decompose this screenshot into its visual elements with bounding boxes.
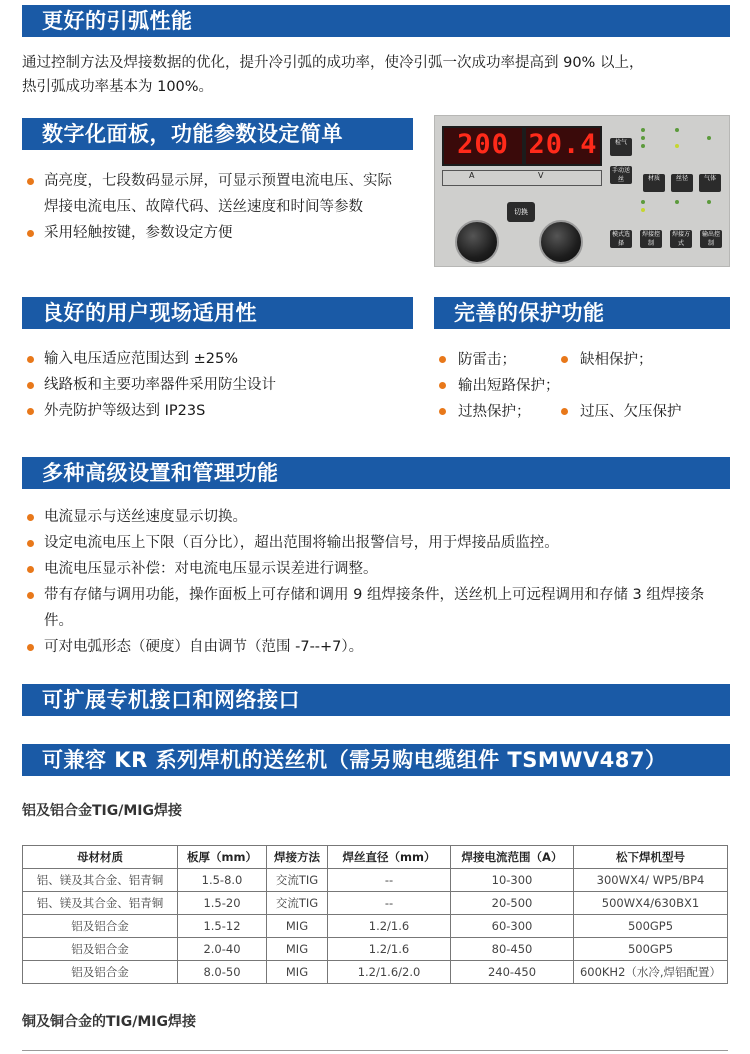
col-header: 母材材质 [23, 846, 178, 869]
overheat-protection: 过热保护； [458, 404, 531, 420]
table-cell: 铝、镁及其合金、铝青铜 [23, 892, 178, 915]
table-row [23, 869, 728, 892]
wire-diameter-label: 丝径 [675, 175, 688, 182]
indicator-led [675, 144, 679, 148]
table-cell: 铝及铝合金 [23, 915, 178, 938]
table-cell: 1.5-20 [178, 892, 267, 915]
advanced-settings-list [22, 504, 732, 660]
display-label-strip [442, 170, 602, 186]
copper-section-title: 铜及铜合金的TIG/MIG焊接 [22, 1014, 196, 1030]
weld-control-button[interactable] [640, 230, 662, 248]
material-label: 材质 [647, 175, 660, 182]
table-cell: 1.2/1.6 [328, 938, 451, 961]
table-cell: 1.5-12 [178, 915, 267, 938]
banner-protection [434, 297, 730, 329]
col-header: 焊接方法 [267, 846, 328, 869]
table-cell: 80-450 [451, 938, 574, 961]
indicator-led [707, 200, 711, 204]
table-cell: 600KH2（水冷,焊铝配置） [574, 961, 728, 984]
table-title: 铝及铝合金TIG/MIG焊接 [22, 803, 182, 819]
table-cell: MIG [267, 915, 328, 938]
table-cell: 500WX4/630BX1 [574, 892, 728, 915]
bullet-icon [439, 356, 446, 363]
bullet-icon [439, 382, 446, 389]
indicator-led [675, 200, 679, 204]
voltage-protection: 过压、欠压保护 [580, 404, 682, 420]
table-cell: 1.2/1.6 [328, 915, 451, 938]
weld-control-label: 焊接控制 [641, 231, 660, 247]
table-row [23, 915, 728, 938]
current-knob[interactable] [455, 220, 499, 264]
list-item: 电流电压显示补偿：对电流电压显示误差进行调整。 [22, 556, 732, 582]
banner-title: 数字化面板，功能参数设定简单 [42, 122, 343, 146]
table-cell: 8.0-50 [178, 961, 267, 984]
banner-wire-feeder [22, 744, 730, 776]
ampere-label: A [469, 171, 475, 180]
list-item: 输入电压适应范围达到 ±25% [22, 346, 412, 372]
list-item: 高亮度，七段数码显示屏，可显示预置电流电压、实际焊接电流电压、故障代码、送丝速度和时间等参数 [22, 168, 394, 220]
table-cell: -- [328, 869, 451, 892]
table-cell: 2.0-40 [178, 938, 267, 961]
table-cell: 60-300 [451, 915, 574, 938]
banner-field-adaptability [22, 297, 413, 329]
banner-arc-starting [22, 5, 730, 37]
indicator-led [641, 208, 645, 212]
bullet-icon [439, 408, 446, 415]
indicator-led [641, 128, 645, 132]
table-header-row [23, 846, 728, 869]
indicator-led [641, 136, 645, 140]
gas-label: 气体 [703, 175, 716, 182]
table-cell: -- [328, 892, 451, 915]
output-control-label: 输出控制 [701, 231, 720, 247]
banner-title: 良好的用户现场适用性 [42, 301, 257, 325]
current-display: 200 [442, 126, 524, 166]
table-cell: 1.5-8.0 [178, 869, 267, 892]
manual-feed-button[interactable] [610, 166, 632, 184]
bullet-icon [561, 356, 568, 363]
banner-advanced-settings [22, 457, 730, 489]
mode-select-label: 模式选择 [611, 231, 630, 247]
table-cell: MIG [267, 938, 328, 961]
table-cell: 交流TIG [267, 892, 328, 915]
table-cell: 铝及铝合金 [23, 961, 178, 984]
switch-button[interactable] [507, 202, 535, 222]
table-cell: 10-300 [451, 869, 574, 892]
arc-starting-description [22, 51, 732, 99]
check-gas-button[interactable] [610, 138, 632, 156]
list-item: 线路板和主要功率器件采用防尘设计 [22, 372, 412, 398]
col-header: 板厚（mm） [178, 846, 267, 869]
banner-title: 可扩展专机接口和网络接口 [42, 688, 300, 712]
aluminum-welding-table [22, 845, 728, 984]
banner-title: 更好的引弧性能 [42, 9, 193, 33]
voltage-knob[interactable] [539, 220, 583, 264]
table-cell: 500GP5 [574, 915, 728, 938]
output-control-button[interactable] [700, 230, 722, 248]
table-cell: 20-500 [451, 892, 574, 915]
volt-label: V [538, 171, 544, 180]
arc-line-1: 通过控制方法及焊接数据的优化，提升冷引弧的成功率，使冷引弧一次成功率提高到 90% 以上， [22, 55, 644, 71]
weld-method-button[interactable] [670, 230, 692, 248]
list-item: 设定电流电压上下限（百分比），超出范围将输出报警信号，用于焊接品质监控。 [22, 530, 732, 556]
check-gas-label: 检气 [614, 139, 627, 146]
gas-button[interactable] [699, 174, 721, 192]
table-cell: 500GP5 [574, 938, 728, 961]
table-cell: 1.2/1.6/2.0 [328, 961, 451, 984]
arc-line-2: 热引弧成功率基本为 100%。 [22, 79, 214, 95]
table-cell: 240-450 [451, 961, 574, 984]
indicator-led [707, 136, 711, 140]
digital-panel-list [22, 168, 394, 246]
phase-loss-protection: 缺相保护； [580, 352, 653, 368]
indicator-led [641, 144, 645, 148]
col-header: 焊接电流范围（A） [451, 846, 574, 869]
col-header: 松下焊机型号 [574, 846, 728, 869]
short-circuit-protection: 输出短路保护； [458, 378, 560, 394]
field-adaptability-list [22, 346, 412, 424]
mode-select-button[interactable] [610, 230, 632, 248]
table-cell: 铝、镁及其合金、铝青铜 [23, 869, 178, 892]
banner-title: 完善的保护功能 [454, 301, 605, 325]
table-cell: 铝及铝合金 [23, 938, 178, 961]
material-button[interactable] [643, 174, 665, 192]
banner-title: 可兼容 KR 系列焊机的送丝机（需另购电缆组件 TSMWV487） [42, 748, 667, 772]
banner-interfaces [22, 684, 730, 716]
wire-diameter-button[interactable] [671, 174, 693, 192]
table-cell: 交流TIG [267, 869, 328, 892]
list-item: 采用轻触按键，参数设定方便 [22, 220, 394, 246]
manual-feed-label: 手动送丝 [611, 167, 630, 183]
table-row [23, 892, 728, 915]
list-item: 外壳防护等级达到 IP23S [22, 398, 412, 424]
list-item: 带有存储与调用功能，操作面板上可存储和调用 9 组焊接条件，送丝机上可远程调用和存储 3 组焊接条件。 [22, 582, 732, 634]
footer-divider [22, 1050, 728, 1051]
table-row [23, 938, 728, 961]
lightning-protection: 防雷击； [458, 352, 516, 368]
control-panel-photo [434, 115, 730, 267]
indicator-led [641, 200, 645, 204]
col-header: 焊丝直径（mm） [328, 846, 451, 869]
banner-title: 多种高级设置和管理功能 [42, 461, 279, 485]
indicator-led [675, 128, 679, 132]
switch-label: 切换 [514, 208, 528, 216]
table-cell: 300WX4/ WP5/BP4 [574, 869, 728, 892]
bullet-icon [561, 408, 568, 415]
table-row [23, 961, 728, 984]
banner-digital-panel [22, 118, 413, 150]
list-item: 电流显示与送丝速度显示切换。 [22, 504, 732, 530]
table-cell: MIG [267, 961, 328, 984]
voltage-display: 20.4 [524, 126, 602, 166]
protection-list [434, 347, 730, 425]
weld-method-label: 焊接方式 [671, 231, 690, 247]
list-item: 可对电弧形态（硬度）自由调节（范围 -7--+7）。 [22, 634, 732, 660]
